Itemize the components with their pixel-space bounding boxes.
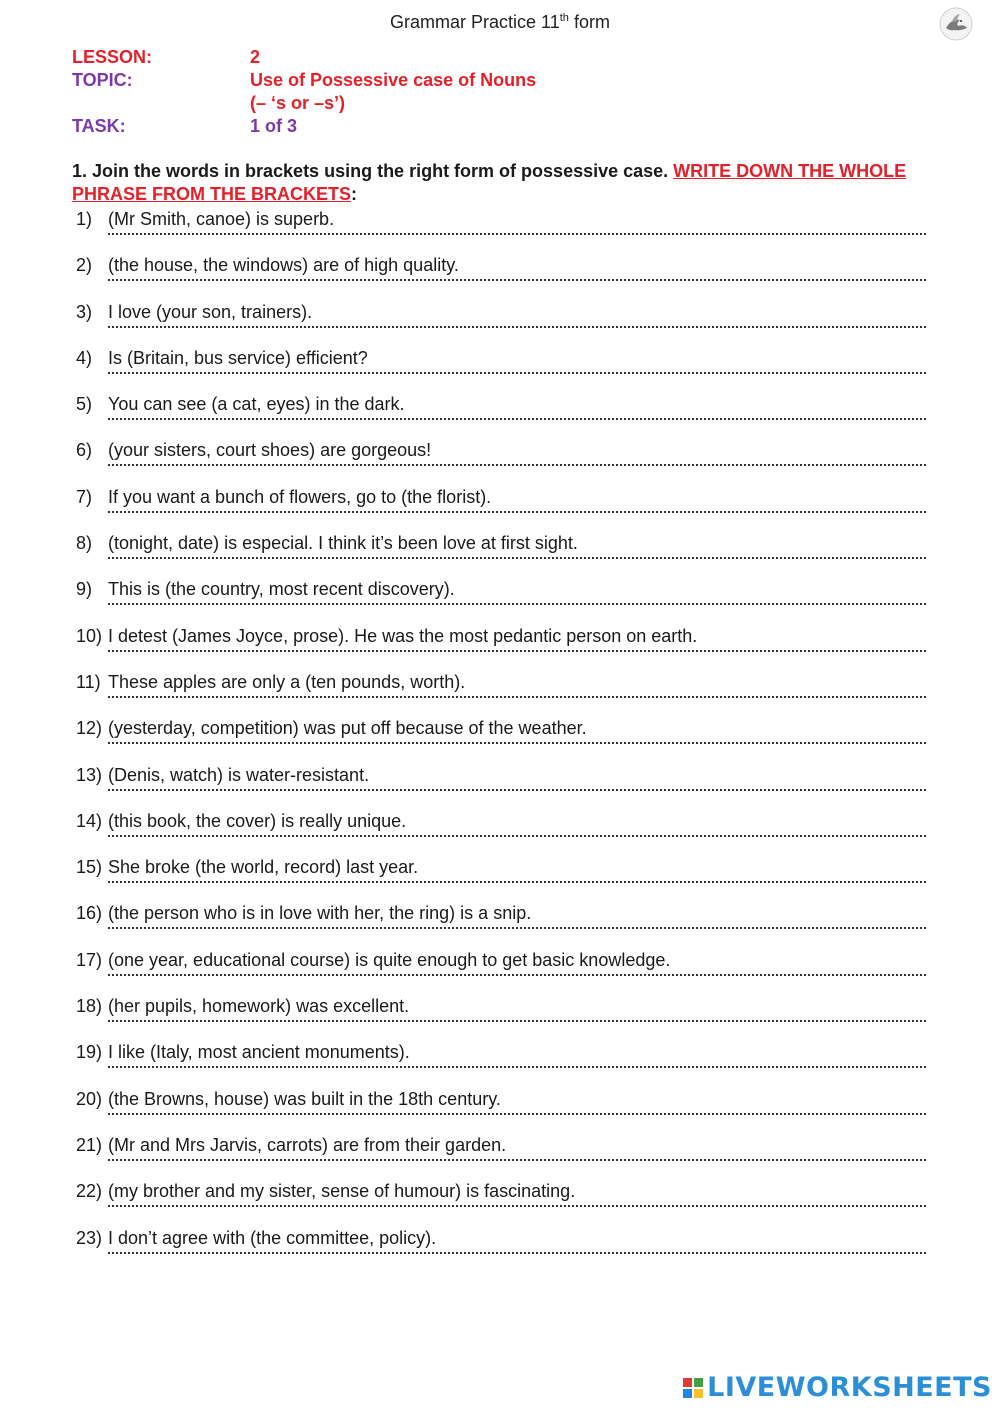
topic-value-line2: (– ‘s or –s’) — [250, 93, 346, 113]
answer-line[interactable] — [108, 557, 926, 559]
logo-square — [694, 1389, 703, 1398]
answer-line[interactable] — [108, 603, 926, 605]
item-text: I don’t agree with (the committee, policy). — [108, 1227, 437, 1248]
list-item — [76, 485, 926, 531]
item-text: (my brother and my sister, sense of humour) is fascinating. — [108, 1181, 576, 1202]
item-text: (this book, the cover) is really unique. — [108, 810, 407, 831]
answer-line[interactable] — [108, 1020, 926, 1022]
answer-line[interactable] — [108, 1205, 926, 1207]
item-text: (yesterday, competition) was put off because of the weather. — [108, 718, 587, 739]
instructions-caps: WRITE DOWN THE WHOLE PHRASE FROM THE BRACKETS — [72, 161, 907, 204]
item-number: 6) — [76, 440, 93, 461]
list-item — [76, 300, 926, 346]
answer-line[interactable] — [108, 464, 926, 466]
answer-line[interactable] — [108, 511, 926, 513]
list-item — [76, 670, 926, 716]
item-text: (one year, educational course) is quite enough to get basic knowledge. — [108, 949, 671, 970]
page-title — [0, 12, 1000, 33]
exercise-instructions — [72, 160, 928, 206]
logo-square — [683, 1389, 692, 1398]
item-number: 22) — [76, 1181, 103, 1202]
task-row — [72, 115, 536, 138]
answer-line[interactable] — [108, 835, 926, 837]
answer-line[interactable] — [108, 974, 926, 976]
item-number: 19) — [76, 1042, 103, 1063]
topic-label: TOPIC: — [72, 70, 133, 90]
topic-label-spacer — [72, 92, 250, 115]
list-item — [76, 948, 926, 994]
answer-line[interactable] — [108, 650, 926, 652]
list-item — [76, 809, 926, 855]
brand-footer — [683, 1372, 992, 1403]
item-number: 7) — [76, 486, 93, 507]
logo-square — [694, 1378, 703, 1387]
item-number: 9) — [76, 579, 93, 600]
item-text: This is (the country, most recent discovery). — [108, 579, 455, 600]
list-item — [76, 346, 926, 392]
item-number: 8) — [76, 533, 93, 554]
item-text: (Mr Smith, canoe) is superb. — [108, 209, 335, 229]
list-item — [76, 1179, 926, 1225]
topic-row — [72, 69, 536, 92]
list-item — [76, 1040, 926, 1086]
answer-line[interactable] — [108, 279, 926, 281]
list-item — [76, 531, 926, 577]
answer-line[interactable] — [108, 1066, 926, 1068]
item-text: (Denis, watch) is water-resistant. — [108, 764, 370, 785]
item-text: (her pupils, homework) was excellent. — [108, 996, 410, 1017]
exercise-list — [76, 207, 926, 1272]
item-number: 11) — [76, 671, 101, 692]
item-number: 21) — [76, 1134, 103, 1155]
item-number: 14) — [76, 810, 103, 831]
answer-line[interactable] — [108, 1159, 926, 1161]
item-number: 15) — [76, 857, 103, 878]
task-label: TASK: — [72, 116, 126, 136]
topic-value-line1: Use of Possessive case of Nouns — [250, 70, 537, 90]
item-text: (the person who is in love with her, the ring) is a snip. — [108, 903, 532, 924]
instructions-colon: : — [351, 184, 358, 204]
item-text: Is (Britain, bus service) efficient? — [108, 347, 368, 368]
list-item — [76, 901, 926, 947]
brand-text: LIVEWORKSHEETS — [707, 1372, 992, 1403]
list-item — [76, 438, 926, 484]
item-number: 1) — [76, 209, 93, 229]
instructions-text: 1. Join the words in brackets using the right form of possessive case. — [72, 161, 674, 181]
item-number: 12) — [76, 718, 103, 739]
list-item — [76, 577, 926, 623]
item-text: I detest (James Joyce, prose). He was the most pedantic person on earth. — [108, 625, 698, 646]
lesson-label: LESSON: — [72, 47, 153, 67]
list-item — [76, 763, 926, 809]
item-text: She broke (the world, record) last year. — [108, 857, 419, 878]
list-item — [76, 624, 926, 670]
answer-line[interactable] — [108, 326, 926, 328]
answer-line[interactable] — [108, 1113, 926, 1115]
item-text: I like (Italy, most ancient monuments). — [108, 1042, 410, 1063]
lesson-meta — [72, 46, 536, 138]
list-item — [76, 1087, 926, 1133]
answer-line[interactable] — [108, 881, 926, 883]
list-item — [76, 1133, 926, 1179]
item-number: 18) — [76, 996, 103, 1017]
list-item — [76, 392, 926, 438]
list-item — [76, 207, 926, 253]
lesson-value: 2 — [250, 47, 261, 67]
list-item — [76, 253, 926, 299]
liveworksheets-logo-icon — [683, 1378, 703, 1398]
answer-line[interactable] — [108, 696, 926, 698]
item-text: If you want a bunch of flowers, go to (the florist). — [108, 486, 492, 507]
item-number: 13) — [76, 764, 103, 785]
bird-icon — [938, 6, 974, 42]
item-number: 2) — [76, 255, 93, 276]
item-number: 10) — [76, 625, 103, 646]
item-text: (Mr and Mrs Jarvis, carrots) are from their garden. — [108, 1134, 507, 1155]
item-text: (the house, the windows) are of high quality. — [108, 255, 459, 276]
title-suffix: form — [568, 12, 610, 32]
title-prefix: Grammar Practice 11 — [390, 12, 560, 32]
lesson-row — [72, 46, 536, 69]
item-number: 20) — [76, 1088, 103, 1109]
answer-line[interactable] — [108, 1252, 926, 1254]
item-text: (the Browns, house) was built in the 18th century. — [108, 1088, 501, 1109]
answer-line[interactable] — [108, 372, 926, 374]
item-text: (your sisters, court shoes) are gorgeous! — [108, 440, 432, 461]
answer-line[interactable] — [108, 742, 926, 744]
topic-row-2 — [72, 92, 536, 115]
list-item — [76, 855, 926, 901]
title-sup: th — [559, 12, 569, 24]
item-text: You can see (a cat, eyes) in the dark. — [108, 394, 405, 415]
answer-line[interactable] — [108, 418, 926, 420]
item-number: 5) — [76, 394, 93, 415]
item-text: I love (your son, trainers). — [108, 301, 313, 322]
answer-line[interactable] — [108, 789, 926, 791]
item-text: These apples are only a (ten pounds, worth). — [108, 671, 466, 692]
task-value: 1 of 3 — [250, 116, 298, 136]
item-number: 23) — [76, 1227, 103, 1248]
list-item — [76, 1226, 926, 1272]
item-number: 16) — [76, 903, 103, 924]
list-item — [76, 716, 926, 762]
list-item — [76, 994, 926, 1040]
answer-line[interactable] — [108, 927, 926, 929]
item-number: 4) — [76, 347, 93, 368]
answer-line[interactable] — [108, 233, 926, 235]
item-number: 3) — [76, 301, 93, 322]
item-text: (tonight, date) is especial. I think it’s been love at first sight. — [108, 533, 578, 554]
logo-square — [683, 1378, 692, 1387]
item-number: 17) — [76, 949, 103, 970]
